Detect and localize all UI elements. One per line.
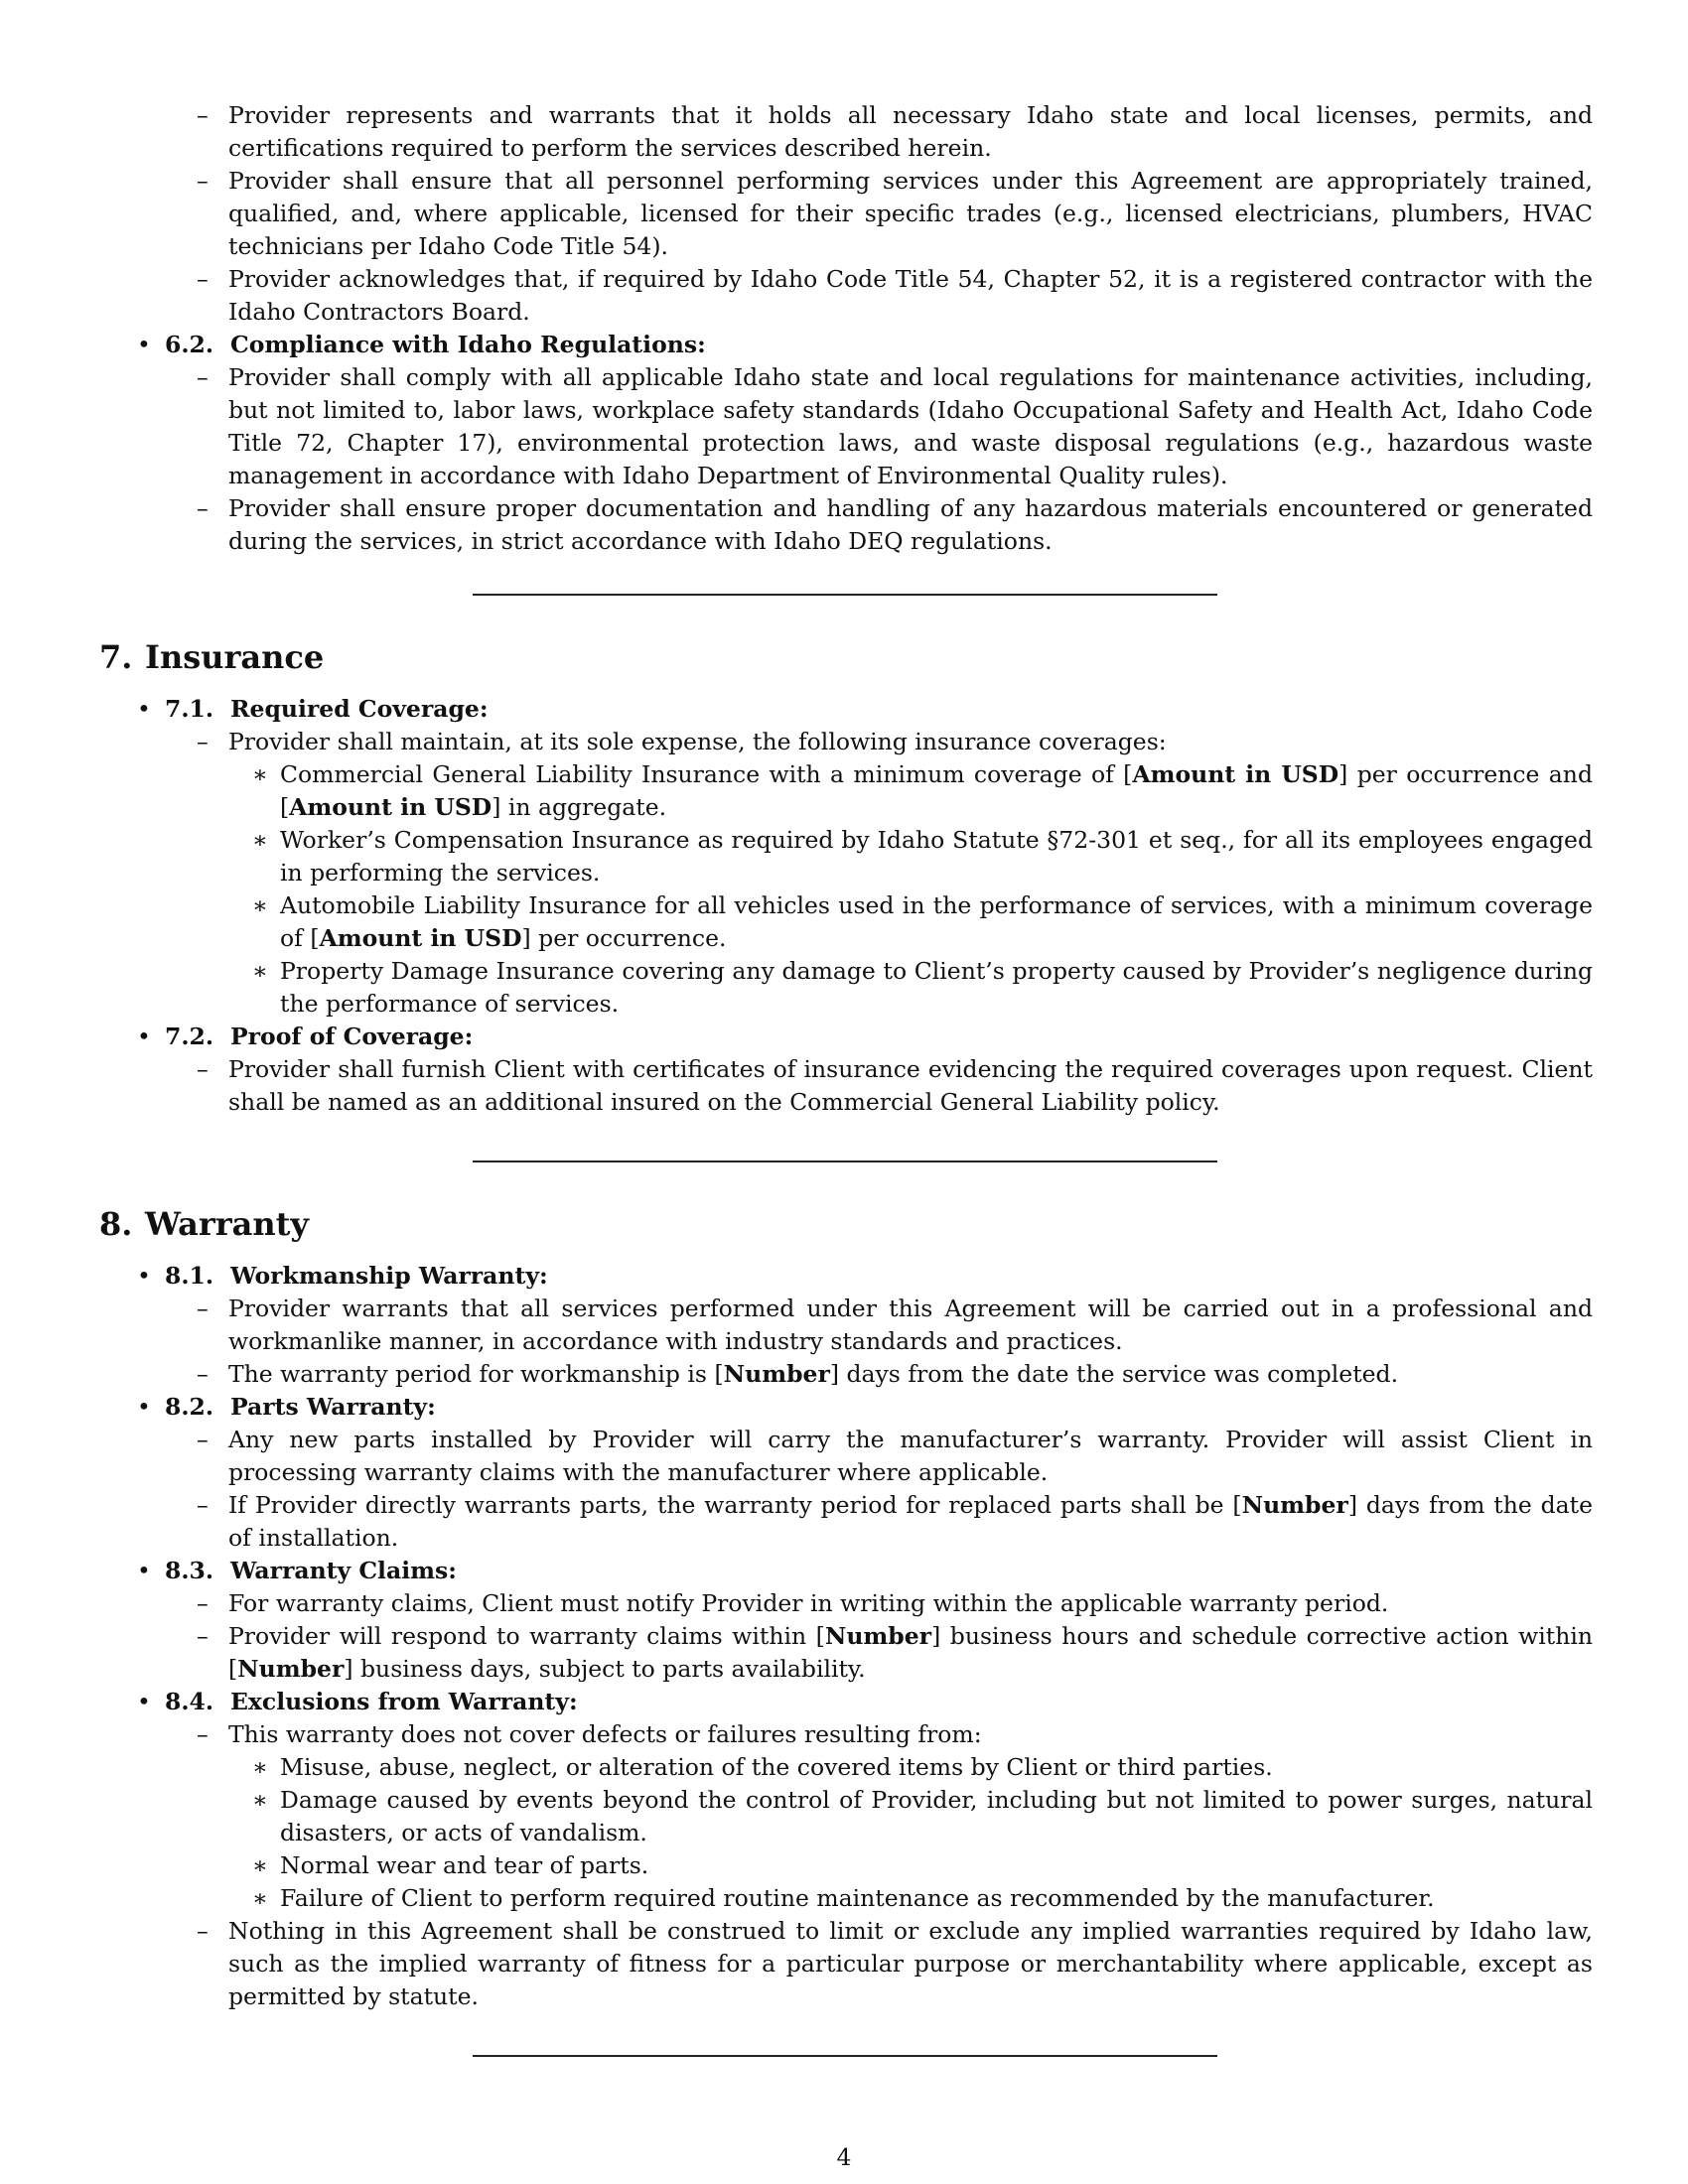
item-text: ] in aggregate. xyxy=(492,793,667,821)
sub-list-item xyxy=(252,758,1593,824)
asterisk-marker: ∗ xyxy=(252,1753,268,1781)
subsection-title: Parts Warranty: xyxy=(230,1393,436,1421)
asterisk-marker: ∗ xyxy=(252,957,268,985)
subsection-heading-6-2 xyxy=(137,329,1593,361)
list-item xyxy=(197,165,1593,263)
subsection-heading-8-1 xyxy=(137,1260,1593,1293)
dash-marker: – xyxy=(197,1491,209,1519)
item-text: Provider shall maintain, at its sole expense, the following insurance coverages: xyxy=(228,728,1167,755)
subsection-number: 8.2. xyxy=(165,1393,214,1421)
item-text: Worker’s Compensation Insurance as required by Idaho Statute §72-301 et seq., for all its employees engaged in performing the services. xyxy=(280,826,1593,887)
section-number: 7. xyxy=(99,638,133,676)
subsection-number: 8.3. xyxy=(165,1557,214,1584)
asterisk-marker: ∗ xyxy=(252,1884,268,1912)
subsection-title: Workmanship Warranty: xyxy=(230,1262,548,1290)
item-text: If Provider directly warrants parts, the warranty period for replaced parts shall be [ xyxy=(228,1491,1242,1519)
sub-list-item xyxy=(252,955,1593,1021)
placeholder-field: Amount in USD xyxy=(1132,760,1339,788)
dash-marker: – xyxy=(197,363,209,391)
subsection-heading-8-2 xyxy=(137,1391,1593,1424)
sub-list-item xyxy=(252,1882,1593,1915)
placeholder-field: Amount in USD xyxy=(319,924,522,952)
list-item xyxy=(197,1358,1593,1391)
item-text: Misuse, abuse, neglect, or alteration of the covered items by Client or third parties. xyxy=(280,1753,1273,1781)
subsection-title: Warranty Claims: xyxy=(230,1557,457,1584)
item-text: ] days from the date of installation. xyxy=(228,1491,1593,1552)
dash-marker: – xyxy=(197,1917,209,1945)
subsection-number: 8.1. xyxy=(165,1262,214,1290)
list-item xyxy=(197,1587,1593,1620)
item-text: ] business days, subject to parts availability. xyxy=(344,1655,866,1683)
item-text: Commercial General Liability Insurance with a minimum coverage of [ xyxy=(280,760,1133,788)
asterisk-marker: ∗ xyxy=(252,760,268,788)
list-item xyxy=(197,492,1593,558)
item-text: Provider acknowledges that, if required by Idaho Code Title 54, Chapter 52, it is a registered contractor with the Idaho Contractors Board. xyxy=(228,265,1593,326)
item-text: Normal wear and tear of parts. xyxy=(280,1851,649,1879)
list-item xyxy=(197,1489,1593,1555)
subsection-number: 6.2. xyxy=(165,331,214,358)
sub-list-item xyxy=(252,889,1593,955)
placeholder-field: Number xyxy=(237,1655,345,1683)
dash-marker: – xyxy=(197,1055,209,1083)
list-item xyxy=(197,1718,1593,1751)
subsection-heading-7-2 xyxy=(137,1021,1593,1053)
item-text: Provider shall furnish Client with certificates of insurance evidencing the required coverages upon request. Client shall be named as an additional insured on the Commercial General Liability policy. xyxy=(228,1055,1593,1116)
dash-marker: – xyxy=(197,728,209,755)
bullet-marker: • xyxy=(137,331,151,358)
page-number: 4 xyxy=(836,2143,852,2171)
section-number: 8. xyxy=(99,1205,133,1243)
item-text: Automobile Liability Insurance for all vehicles used in the performance of services, with a minimum coverage of [ xyxy=(280,891,1593,952)
item-text: The warranty period for workmanship is [ xyxy=(228,1360,724,1388)
sub-list-item xyxy=(252,824,1593,889)
list-item xyxy=(197,1053,1593,1119)
item-text: This warranty does not cover defects or failures resulting from: xyxy=(228,1720,982,1748)
item-text: Nothing in this Agreement shall be construed to limit or exclude any implied warranties required by Idaho law, such as the implied warranty of fitness for a particular purpose or merchantability where applicable, except as permitted by statute. xyxy=(228,1917,1593,2010)
subsection-title: Proof of Coverage: xyxy=(230,1023,474,1050)
dash-marker: – xyxy=(197,101,209,129)
item-text: Provider represents and warrants that it holds all necessary Idaho state and local licenses, permits, and certifications required to perform the services described herein. xyxy=(228,101,1593,162)
subsection-heading-8-4 xyxy=(137,1686,1593,1718)
list-item xyxy=(197,1293,1593,1358)
placeholder-field: Number xyxy=(723,1360,830,1388)
item-text: ] per occurrence and [ xyxy=(280,760,1593,821)
placeholder-field: Number xyxy=(1241,1491,1348,1519)
list-item xyxy=(197,1620,1593,1686)
asterisk-marker: ∗ xyxy=(252,826,268,854)
item-text: Provider warrants that all services performed under this Agreement will be carried out in a professional and workmanlike manner, in accordance with industry standards and practices. xyxy=(228,1295,1593,1355)
sub-list-item xyxy=(252,1849,1593,1882)
item-text: Failure of Client to perform required routine maintenance as recommended by the manufacturer. xyxy=(280,1884,1435,1912)
dash-marker: – xyxy=(197,1360,209,1388)
item-text: ] days from the date the service was completed. xyxy=(829,1360,1399,1388)
bullet-marker: • xyxy=(137,1393,151,1421)
sub-list-item xyxy=(252,1751,1593,1784)
placeholder-field: Amount in USD xyxy=(289,793,492,821)
bullet-marker: • xyxy=(137,1023,151,1050)
list-item xyxy=(197,726,1593,758)
dash-marker: – xyxy=(197,1622,209,1650)
item-text: Any new parts installed by Provider will carry the manufacturer’s warranty. Provider will assist Client in processing warranty claims with the manufacturer where applicable. xyxy=(228,1426,1593,1486)
item-text: For warranty claims, Client must notify Provider in writing within the applicable warranty period. xyxy=(228,1589,1389,1617)
subsection-heading-7-1 xyxy=(137,693,1593,726)
bullet-marker: • xyxy=(137,695,151,723)
dash-marker: – xyxy=(197,1720,209,1748)
bullet-marker: • xyxy=(137,1688,151,1715)
subsection-title: Required Coverage: xyxy=(230,695,489,723)
item-text: Provider shall ensure that all personnel performing services under this Agreement are appropriately trained, qualified, and, where applicable, licensed for their specific trades (e.g., licensed electricians, plumbers, HVAC technicians per Idaho Code Title 54). xyxy=(228,167,1593,260)
bullet-marker: • xyxy=(137,1262,151,1290)
item-text: Provider shall ensure proper documentation and handling of any hazardous materials encountered or generated during the services, in strict accordance with Idaho DEQ regulations. xyxy=(228,494,1593,555)
subsection-title: Exclusions from Warranty: xyxy=(230,1688,578,1715)
asterisk-marker: ∗ xyxy=(252,1851,268,1879)
item-text: ] business hours and schedule corrective action within [ xyxy=(228,1622,1593,1683)
item-text: Provider will respond to warranty claims within [ xyxy=(228,1622,825,1650)
section-heading-warranty xyxy=(99,1204,1688,1244)
item-text: Provider shall comply with all applicable Idaho state and local regulations for maintenance activities, including, but not limited to, labor laws, workplace safety standards (Idaho Occupational Safety and Health Act, Idaho Code Title 72, Chapter 17), environmental protection laws, and waste disposal regulations (e.g., hazardous waste management in accordance with Idaho Department of Environmental Quality rules). xyxy=(228,363,1593,489)
item-text: Damage caused by events beyond the control of Provider, including but not limited to power surges, natural disasters, or acts of vandalism. xyxy=(280,1786,1593,1846)
dash-marker: – xyxy=(197,1426,209,1453)
list-item xyxy=(197,1915,1593,2013)
section-heading-insurance xyxy=(99,637,1688,677)
dash-marker: – xyxy=(197,1589,209,1617)
list-item xyxy=(197,1424,1593,1489)
subsection-title: Compliance with Idaho Regulations: xyxy=(230,331,706,358)
dash-marker: – xyxy=(197,1295,209,1322)
placeholder-field: Number xyxy=(824,1622,932,1650)
item-text: ] per occurrence. xyxy=(521,924,727,952)
subsection-number: 7.1. xyxy=(165,695,214,723)
sub-list-item xyxy=(252,1784,1593,1849)
subsection-number: 8.4. xyxy=(165,1688,214,1715)
section-divider xyxy=(473,2055,1217,2057)
subsection-number: 7.2. xyxy=(165,1023,214,1050)
list-item xyxy=(197,263,1593,329)
section-title: Insurance xyxy=(145,638,325,676)
dash-marker: – xyxy=(197,265,209,293)
bullet-marker: • xyxy=(137,1557,151,1584)
dash-marker: – xyxy=(197,494,209,522)
list-item xyxy=(197,99,1593,165)
list-item xyxy=(197,361,1593,492)
subsection-heading-8-3 xyxy=(137,1555,1593,1587)
item-text: Property Damage Insurance covering any damage to Client’s property caused by Provider’s negligence during the performance of services. xyxy=(280,957,1593,1018)
dash-marker: – xyxy=(197,167,209,195)
section-title: Warranty xyxy=(145,1205,309,1243)
asterisk-marker: ∗ xyxy=(252,891,268,919)
asterisk-marker: ∗ xyxy=(252,1786,268,1814)
